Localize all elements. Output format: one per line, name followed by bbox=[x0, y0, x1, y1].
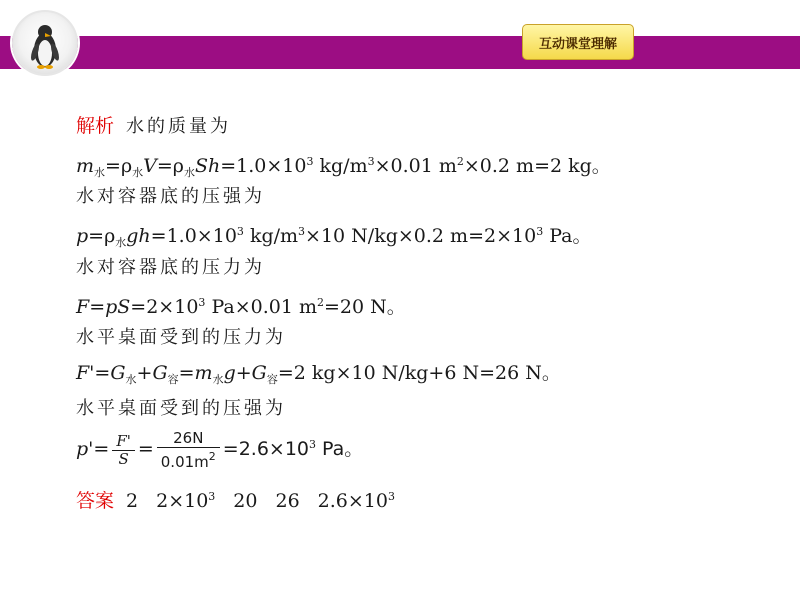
eq-text: =2×10 bbox=[130, 296, 199, 318]
eq-text: g bbox=[223, 362, 236, 384]
solution-intro: 水的质量为 bbox=[126, 116, 232, 137]
force-heading: 水对容器底的压力为 bbox=[76, 257, 265, 278]
pressure-equation bbox=[76, 219, 592, 256]
eq-text: p bbox=[76, 225, 89, 247]
eq-text: ×10 N/kg×0.2 m=2×10 bbox=[305, 225, 537, 247]
eq-exp: 2 bbox=[456, 155, 464, 168]
header-bar bbox=[0, 36, 800, 69]
eq-exp: 3 bbox=[536, 225, 544, 238]
eq-text: kg/m bbox=[243, 225, 299, 247]
answer-value: 26 bbox=[275, 490, 300, 512]
eq-text: m bbox=[194, 362, 213, 384]
eq-text: G bbox=[152, 362, 168, 384]
eq-exp: 3 bbox=[309, 438, 317, 451]
eq-text: ×0.2 m=2 kg。 bbox=[463, 155, 611, 177]
table-force-heading: 水平桌面受到的压力为 bbox=[76, 327, 286, 348]
eq-sub: 容 bbox=[167, 373, 179, 386]
answer-line bbox=[76, 484, 395, 514]
pressure-heading: 水对容器底的压强为 bbox=[76, 186, 265, 207]
eq-text: G bbox=[251, 362, 267, 384]
table-pressure-equation bbox=[76, 424, 363, 471]
eq-text: Pa。 bbox=[316, 438, 364, 460]
eq-text: gh bbox=[126, 225, 151, 247]
eq-exp: 2 bbox=[317, 296, 324, 309]
fraction-f-over-s bbox=[112, 433, 135, 468]
eq-text: kg/m bbox=[313, 155, 368, 177]
eq-text: + bbox=[235, 362, 252, 384]
eq-text: = bbox=[93, 438, 110, 460]
eq-exp: 3 bbox=[388, 490, 395, 503]
eq-text: = bbox=[178, 362, 195, 384]
eq-text: = bbox=[89, 296, 106, 318]
eq-text: =1.0×10 bbox=[150, 225, 237, 247]
eq-text: p' bbox=[76, 438, 94, 460]
eq-text: Pa。 bbox=[543, 225, 592, 247]
eq-exp: 3 bbox=[367, 155, 375, 168]
eq-text: pS bbox=[105, 296, 131, 318]
header-background bbox=[0, 0, 800, 36]
eq-sub: 水 bbox=[132, 166, 144, 179]
eq-text: = bbox=[137, 438, 154, 460]
table-pressure-heading: 水平桌面受到的压强为 bbox=[76, 398, 286, 419]
penguin-logo-icon bbox=[12, 10, 78, 76]
eq-text: ×0.01 m bbox=[374, 155, 457, 177]
eq-text: =ρ bbox=[88, 225, 116, 247]
eq-exp: 3 bbox=[298, 225, 306, 238]
eq-exp: 3 bbox=[208, 490, 216, 503]
eq-sub: 水 bbox=[183, 166, 195, 179]
answer-value: 2.6×10 bbox=[317, 490, 388, 512]
fraction-numeric bbox=[157, 430, 220, 471]
eq-text: =1.0×10 bbox=[220, 155, 307, 177]
eq-text: + bbox=[136, 362, 153, 384]
eq-sub: 容 bbox=[266, 373, 278, 386]
fraction-denominator bbox=[157, 448, 220, 471]
eq-text: G bbox=[110, 362, 126, 384]
eq-text: m bbox=[76, 155, 95, 177]
eq-sub: 水 bbox=[212, 373, 224, 386]
eq-text: V bbox=[143, 155, 157, 177]
eq-text: Pa×0.01 m bbox=[205, 296, 317, 318]
answer-value: 2 bbox=[126, 490, 139, 512]
section-badge[interactable]: 互动课堂理解 bbox=[522, 24, 634, 60]
fraction-numerator: F' bbox=[112, 433, 135, 451]
eq-text: =2.6×10 bbox=[222, 438, 310, 460]
eq-text: F' bbox=[76, 362, 95, 384]
eq-text: = bbox=[94, 362, 111, 384]
eq-text: =20 N。 bbox=[324, 296, 406, 318]
eq-text: =ρ bbox=[156, 155, 184, 177]
force-equation bbox=[76, 290, 406, 320]
eq-text: F bbox=[76, 296, 90, 318]
fraction-numerator: 26N bbox=[157, 430, 220, 448]
answer-value: 2×10 bbox=[156, 490, 209, 512]
eq-text: Sh bbox=[194, 155, 221, 177]
answer-value: 20 bbox=[233, 490, 258, 512]
eq-text: =2 kg×10 N/kg+6 N=26 N。 bbox=[277, 362, 561, 384]
answer-label: 答案 bbox=[76, 490, 115, 512]
eq-text: 0.01m bbox=[160, 452, 209, 471]
eq-exp: 3 bbox=[306, 155, 314, 168]
eq-sub: 水 bbox=[94, 166, 106, 179]
eq-sub: 水 bbox=[115, 236, 127, 249]
solution-label: 解析 bbox=[76, 115, 115, 137]
fraction-denominator: S bbox=[118, 449, 129, 468]
eq-exp: 3 bbox=[236, 225, 244, 238]
eq-exp: 2 bbox=[208, 449, 216, 463]
table-force-equation bbox=[76, 360, 561, 393]
eq-text: =ρ bbox=[105, 155, 133, 177]
eq-exp: 3 bbox=[198, 296, 206, 309]
mass-equation bbox=[76, 149, 611, 186]
eq-sub: 水 bbox=[125, 373, 137, 386]
solution-heading bbox=[76, 113, 231, 140]
